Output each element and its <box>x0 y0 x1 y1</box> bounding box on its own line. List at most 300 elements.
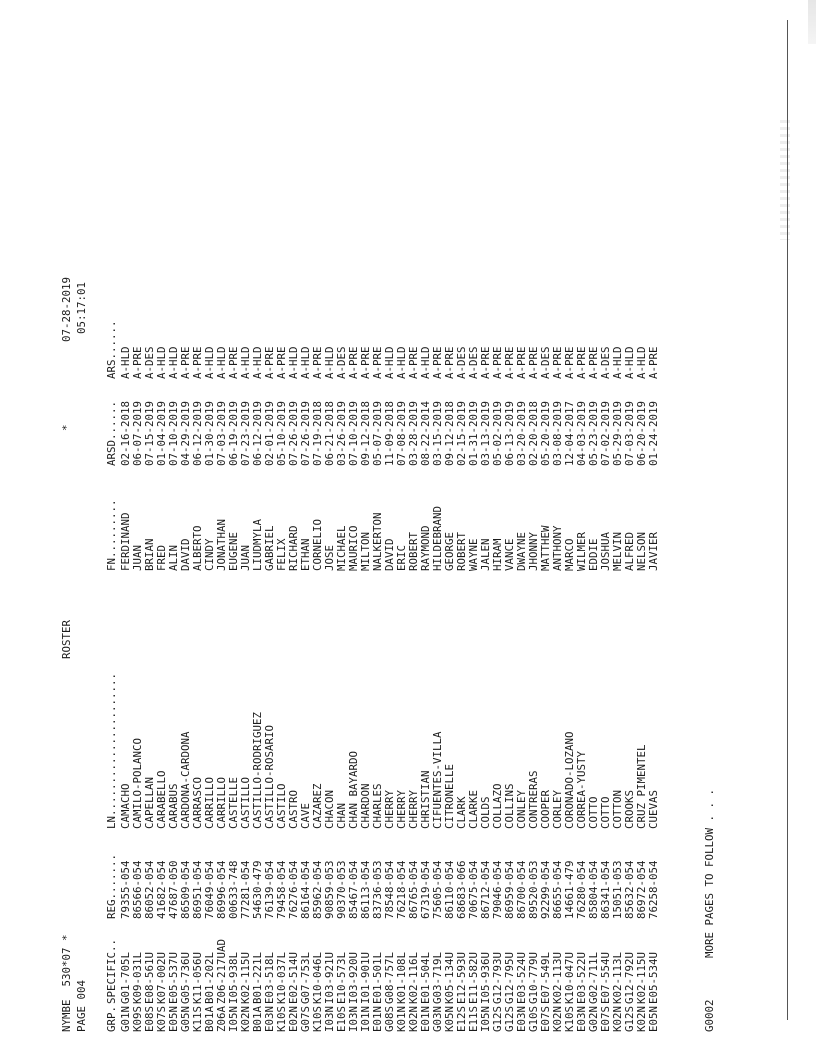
cell-reg: 78548-054 <box>383 860 396 919</box>
table-row <box>648 32 660 1032</box>
cell-grp: I01N <box>359 1005 372 1032</box>
footer-code: G0002 <box>703 999 716 1032</box>
cell-reg: 85804-054 <box>587 860 600 919</box>
cell-arsd: 03-20-2019 <box>515 400 528 466</box>
cell-ars: A-PRE <box>431 346 444 379</box>
cell-fn: FELIX <box>275 538 288 571</box>
cell-reg: 85467-054 <box>347 860 360 919</box>
cell-specific: I01-901U <box>359 951 372 1004</box>
cell-arsd: 06-20-2019 <box>635 400 648 466</box>
cell-reg: 86341-054 <box>599 860 612 919</box>
cell-reg: 86113-054 <box>359 860 372 919</box>
cell-ars: A-PRE <box>191 346 204 379</box>
cell-ln: CITRONELLE <box>443 763 456 829</box>
cell-grp: K10S <box>311 1005 324 1032</box>
cell-arsd: 09-12-2018 <box>359 400 372 466</box>
column-headers <box>106 32 118 1032</box>
cell-reg: 85962-054 <box>311 860 324 919</box>
cell-specific: Z06-217UAD <box>215 938 228 1004</box>
cell-specific: E01-504L <box>419 951 432 1004</box>
cell-arsd: 03-28-2019 <box>407 400 420 466</box>
cell-specific: K11-056U <box>191 951 204 1004</box>
cell-grp: E01N <box>371 1005 384 1032</box>
cell-ars: A-HLD <box>635 346 648 379</box>
cell-specific: E12-593U <box>455 951 468 1004</box>
cell-grp: E12S <box>455 1005 468 1032</box>
cell-ln: CARDONA-CARDONA <box>179 731 192 829</box>
report-title: ROSTER <box>60 619 73 659</box>
cell-ars: A-HLD <box>203 346 216 379</box>
cell-fn: JOSE <box>323 544 336 571</box>
cell-grp: G07S <box>299 1005 312 1032</box>
cell-ars: A-HLD <box>299 346 312 379</box>
cell-grp: G05N <box>179 1005 192 1032</box>
cell-reg: 54630-479 <box>251 860 264 919</box>
cell-reg: 86765-054 <box>407 860 420 919</box>
cell-specific: K02-113U <box>551 951 564 1004</box>
cell-ars: A-HLD <box>395 346 408 379</box>
cell-arsd: 04-29-2019 <box>179 400 192 466</box>
cell-arsd: 08-22-2014 <box>419 400 432 466</box>
cell-ln: CARRASCO <box>191 776 204 829</box>
cell-specific: E03-524U <box>515 951 528 1004</box>
cell-ln: CHAN BAYARDO <box>347 750 360 829</box>
cell-grp: G12S <box>623 1005 636 1032</box>
cell-ln: COLDS <box>479 796 492 829</box>
cell-specific: B01-221L <box>251 951 264 1004</box>
cell-reg: 76258-054 <box>647 860 660 919</box>
cell-fn: JONATHAN <box>215 518 228 571</box>
cell-reg: 79046-054 <box>491 860 504 919</box>
cell-specific: G12-795U <box>503 951 516 1004</box>
cell-reg: 86959-054 <box>503 860 516 919</box>
cell-arsd: 05-07-2019 <box>371 400 384 466</box>
cell-arsd: 02-16-2018 <box>119 400 132 466</box>
cell-fn: GEORGE <box>443 531 456 571</box>
cell-arsd: 05-02-2019 <box>491 400 504 466</box>
cell-ars: A-PRE <box>179 346 192 379</box>
cell-specific: G12-792U <box>623 951 636 1004</box>
cell-ln: CONTRERAS <box>527 770 540 829</box>
cell-reg: 83736-053 <box>371 860 384 919</box>
cell-fn: ALIN <box>167 544 180 571</box>
cell-reg: 86509-054 <box>179 860 192 919</box>
cell-specific: G08-757L <box>383 951 396 1004</box>
report-time: 05:17:01 <box>75 281 88 334</box>
cell-specific: G03-719L <box>431 951 444 1004</box>
cell-arsd: 12-04-2017 <box>563 400 576 466</box>
cell-reg: 77281-054 <box>239 860 252 919</box>
cell-reg: 86655-054 <box>551 860 564 919</box>
cell-specific: E07-554U <box>599 951 612 1004</box>
cell-specific: E05-534U <box>647 951 660 1004</box>
cell-ars: A-HLD <box>239 346 252 379</box>
cell-ln: CORLEY <box>551 789 564 829</box>
cell-ars: A-DES <box>599 346 612 379</box>
cell-reg: 79355-054 <box>119 860 132 919</box>
cell-reg: 90370-053 <box>335 860 348 919</box>
cell-grp: E10S <box>335 1005 348 1032</box>
cell-arsd: 03-08-2019 <box>551 400 564 466</box>
cell-arsd: 07-10-2019 <box>167 400 180 466</box>
cell-grp: K11S <box>191 1005 204 1032</box>
cell-arsd: 07-26-2019 <box>287 400 300 466</box>
cell-ln: COTTON <box>611 789 624 829</box>
cell-reg: 92299-054 <box>539 860 552 919</box>
cell-arsd: 02-15-2019 <box>455 400 468 466</box>
cell-ars: A-HLD <box>215 346 228 379</box>
cell-fn: ETHAN <box>299 538 312 571</box>
cell-ln: CLARKE <box>467 789 480 829</box>
cell-ln: CORREA-YUSTY <box>575 750 588 829</box>
cell-fn: WILMER <box>575 531 588 571</box>
cell-arsd: 07-26-2019 <box>299 400 312 466</box>
cell-specific: E08-561U <box>143 951 156 1004</box>
cell-grp: E01N <box>419 1005 432 1032</box>
cell-arsd: 05-20-2019 <box>539 400 552 466</box>
cell-specific: B01-202L <box>203 951 216 1004</box>
cell-ars: A-PRE <box>551 346 564 379</box>
cell-fn: DWAYNE <box>515 531 528 571</box>
cell-reg: 76276-054 <box>287 860 300 919</box>
cell-grp: E03N <box>575 1005 588 1032</box>
cell-fn: GABRIEL <box>263 525 276 571</box>
col-grp: GRP. <box>105 1005 118 1032</box>
scan-edge-line <box>787 20 788 1020</box>
cell-fn: ERIC <box>395 544 408 571</box>
cell-specific: K02-116L <box>407 951 420 1004</box>
cell-fn: ROBERT <box>455 531 468 571</box>
cell-grp: E05N <box>647 1005 660 1032</box>
roster-page <box>60 32 816 1032</box>
cell-grp: E11S <box>467 1005 480 1032</box>
roster-table <box>120 32 660 1032</box>
cell-specific: I03-921U <box>323 951 336 1004</box>
cell-ars: A-DES <box>455 346 468 379</box>
cell-arsd: 03-26-2019 <box>335 400 348 466</box>
cell-ln: CASTELLE <box>227 776 240 829</box>
cell-ln: CRUZ PIMENTEL <box>635 744 648 829</box>
cell-arsd: 06-12-2019 <box>251 400 264 466</box>
cell-fn: HILDEBRAND <box>431 505 444 571</box>
cell-reg: 76049-054 <box>203 860 216 919</box>
cell-reg: 86164-054 <box>299 860 312 919</box>
cell-ln: COTTO <box>599 796 612 829</box>
cell-fn: MELVIN <box>611 531 624 571</box>
page-number: PAGE 004 <box>75 979 88 1032</box>
cell-arsd: 07-10-2019 <box>347 400 360 466</box>
cell-fn: JUAN <box>239 544 252 571</box>
cell-arsd: 06-13-2019 <box>503 400 516 466</box>
cell-specific: I05-938L <box>227 951 240 1004</box>
cell-reg: 75605-054 <box>431 860 444 919</box>
cell-ars: A-PRE <box>515 346 528 379</box>
cell-ln: COTTO <box>587 796 600 829</box>
cell-ln: CLARK <box>455 796 468 829</box>
cell-grp: B01A <box>203 1005 216 1032</box>
cell-arsd: 06-21-2018 <box>323 400 336 466</box>
cell-arsd: 07-08-2019 <box>395 400 408 466</box>
cell-arsd: 01-31-2019 <box>467 400 480 466</box>
cell-grp: E05N <box>167 1005 180 1032</box>
cell-reg: 67319-054 <box>419 860 432 919</box>
cell-reg: 86110-054 <box>443 860 456 919</box>
cell-ln: CHARLES <box>371 783 384 829</box>
cell-grp: E03N <box>515 1005 528 1032</box>
cell-ars: A-HLD <box>287 346 300 379</box>
cell-grp: K02N <box>239 1005 252 1032</box>
cell-ars: A-HLD <box>623 346 636 379</box>
cell-reg: 86712-054 <box>479 860 492 919</box>
cell-reg: 76218-054 <box>395 860 408 919</box>
cell-arsd: 01-24-2019 <box>647 400 660 466</box>
cell-fn: EDDIE <box>587 538 600 571</box>
cell-fn: NALKERTON <box>371 512 384 571</box>
cell-ln: CAPELLAN <box>143 776 156 829</box>
col-reg: REG....... <box>105 853 118 919</box>
cell-fn: MARCO <box>563 538 576 571</box>
cell-arsd: 05-29-2019 <box>611 400 624 466</box>
cell-ars: A-HLD <box>419 346 432 379</box>
cell-ln: CAVE <box>299 802 312 829</box>
cell-ars: A-PRE <box>587 346 600 379</box>
cell-fn: JAVIER <box>647 531 660 571</box>
report-footer <box>704 32 718 1032</box>
cell-fn: HIRAM <box>491 538 504 571</box>
cell-arsd: 07-03-2019 <box>623 400 636 466</box>
cell-specific: G12-793U <box>491 951 504 1004</box>
cell-arsd: 02-20-2018 <box>527 400 540 466</box>
cell-grp: E02N <box>287 1005 300 1032</box>
cell-ln: CONLEY <box>515 789 528 829</box>
cell-ln: CHARDON <box>359 783 372 829</box>
cell-specific: G07-753L <box>299 951 312 1004</box>
cell-ars: A-PRE <box>563 346 576 379</box>
cell-arsd: 04-03-2019 <box>575 400 588 466</box>
cell-ln: CARABUS <box>167 783 180 829</box>
cell-specific: I03-920U <box>347 951 360 1004</box>
cell-specific: I05-936U <box>479 951 492 1004</box>
cell-ln: CUEVAS <box>647 789 660 829</box>
cell-specific: K02-113L <box>611 951 624 1004</box>
cell-reg: 76139-054 <box>263 860 276 919</box>
cell-fn: VANCE <box>503 538 516 571</box>
cell-specific: G10-779U <box>527 951 540 1004</box>
cell-ars: A-PRE <box>263 346 276 379</box>
cell-ln: CASTILLO <box>239 776 252 829</box>
cell-specific: E11-582U <box>467 951 480 1004</box>
cell-reg: 90859-053 <box>323 860 336 919</box>
cell-ars: A-PRE <box>527 346 540 379</box>
cell-reg: 15051-053 <box>611 860 624 919</box>
cell-arsd: 09-12-2018 <box>443 400 456 466</box>
cell-ln: CARRILLO <box>203 776 216 829</box>
cell-reg: 86996-054 <box>215 860 228 919</box>
cell-grp: K10S <box>563 1005 576 1032</box>
cell-specific: K07-002U <box>155 951 168 1004</box>
cell-specific: E02-514U <box>287 951 300 1004</box>
cell-fn: ALBERTO <box>191 525 204 571</box>
cell-ln: CROOKS <box>623 789 636 829</box>
cell-ln: CASTILLO-ROSARIO <box>263 724 276 829</box>
cell-ln: CHACON <box>323 789 336 829</box>
cell-ln: CAMACHO <box>119 783 132 829</box>
cell-arsd: 02-01-2019 <box>263 400 276 466</box>
cell-specific: E03-522U <box>575 951 588 1004</box>
cell-specific: E10-573L <box>335 951 348 1004</box>
cell-grp: Z06A <box>215 1005 228 1032</box>
col-specific: SPECIFIC.. <box>105 938 118 1004</box>
cell-grp: K02N <box>407 1005 420 1032</box>
report-date: 07-28-2019 <box>60 276 73 342</box>
cell-specific: K10-046L <box>311 951 324 1004</box>
cell-specific: K02-115U <box>635 951 648 1004</box>
cell-ln: CARABELLO <box>155 770 168 829</box>
cell-ln: CIFUENTES-VILLA <box>431 731 444 829</box>
cell-grp: G08S <box>383 1005 396 1032</box>
cell-fn: JALEN <box>479 538 492 571</box>
cell-grp: G02N <box>587 1005 600 1032</box>
cell-grp: E08S <box>143 1005 156 1032</box>
cell-ars: A-DES <box>335 346 348 379</box>
cell-arsd: 07-03-2019 <box>215 400 228 466</box>
cell-fn: ROBERT <box>407 531 420 571</box>
cell-ln: CAMILO-POLANCO <box>131 737 144 829</box>
cell-arsd: 06-07-2019 <box>131 400 144 466</box>
cell-ln: CHERRY <box>395 789 408 829</box>
cell-arsd: 05-10-2019 <box>275 400 288 466</box>
cell-ars: A-DES <box>539 346 552 379</box>
cell-specific: E01-501L <box>371 951 384 1004</box>
cell-ars: A-PRE <box>647 346 660 379</box>
cell-fn: CORNELIO <box>311 518 324 571</box>
cell-ars: A-HLD <box>323 346 336 379</box>
cell-grp: I03N <box>323 1005 336 1032</box>
cell-grp: E03N <box>263 1005 276 1032</box>
cell-ars: A-PRE <box>275 346 288 379</box>
cell-ars: A-PRE <box>371 346 384 379</box>
cell-arsd: 01-30-2019 <box>203 400 216 466</box>
cell-arsd: 03-13-2019 <box>479 400 492 466</box>
cell-reg: 89520-053 <box>527 860 540 919</box>
cell-ln: CASTILO <box>275 783 288 829</box>
cell-fn: JOSHUA <box>599 531 612 571</box>
cell-fn: EUGENE <box>227 531 240 571</box>
cell-fn: NELSON <box>635 531 648 571</box>
cell-ln: CORONADO-LOZANO <box>563 731 576 829</box>
cell-specific: G01-705L <box>119 951 132 1004</box>
cell-ars: A-HLD <box>251 346 264 379</box>
cell-arsd: 07-19-2018 <box>311 400 324 466</box>
cell-fn: ANTHONY <box>551 525 564 571</box>
cell-grp: G12S <box>491 1005 504 1032</box>
col-ars: ARS...... <box>105 320 118 379</box>
cell-reg: 47687-050 <box>167 860 180 919</box>
cell-specific: K05-134U <box>443 951 456 1004</box>
cell-specific: E03-518L <box>263 951 276 1004</box>
cell-ln: COLLINS <box>503 783 516 829</box>
cell-ars: A-HLD <box>155 346 168 379</box>
cell-ars: A-HLD <box>167 346 180 379</box>
cell-grp: G01N <box>119 1005 132 1032</box>
cell-grp: K10S <box>275 1005 288 1032</box>
cell-grp: I03N <box>347 1005 360 1032</box>
col-ln: LN...................... <box>105 672 118 829</box>
cell-fn: MAURICO <box>347 525 360 571</box>
cell-fn: MILTON <box>359 531 372 571</box>
cell-ars: A-PRE <box>491 346 504 379</box>
cell-grp: K07S <box>155 1005 168 1032</box>
cell-ars: A-PRE <box>443 346 456 379</box>
cell-grp: G10S <box>527 1005 540 1032</box>
cell-reg: 70675-054 <box>467 860 480 919</box>
cell-fn: MICHAEL <box>335 525 348 571</box>
cell-specific: K09-031L <box>131 951 144 1004</box>
cell-fn: JHONNY <box>527 531 540 571</box>
date-marker: * <box>60 424 73 431</box>
cell-grp: K05N <box>443 1005 456 1032</box>
cell-ln: COLLAZO <box>491 783 504 829</box>
cell-reg: 85632-054 <box>623 860 636 919</box>
cell-specific: K10-047U <box>563 951 576 1004</box>
cell-fn: DAVID <box>179 538 192 571</box>
cell-fn: RAYMOND <box>419 525 432 571</box>
cell-reg: 14661-479 <box>563 860 576 919</box>
cell-grp: I05N <box>479 1005 492 1032</box>
cell-arsd: 03-15-2019 <box>431 400 444 466</box>
cell-ln: CAZAREZ <box>311 783 324 829</box>
cell-reg: 86566-054 <box>131 860 144 919</box>
cell-grp: K02N <box>551 1005 564 1032</box>
cell-ars: A-PRE <box>131 346 144 379</box>
cell-fn: BRIAN <box>143 538 156 571</box>
cell-ars: A-PRE <box>503 346 516 379</box>
cell-reg: 41682-054 <box>155 860 168 919</box>
footer-note: MORE PAGES TO FOLLOW . . . <box>703 788 716 958</box>
cell-fn: CINDY <box>203 538 216 571</box>
cell-ars: A-PRE <box>311 346 324 379</box>
cell-specific: E05-537U <box>167 951 180 1004</box>
cell-fn: LIUDMYLA <box>251 518 264 571</box>
cell-specific: K10-037L <box>275 951 288 1004</box>
cell-fn: RICHARD <box>287 525 300 571</box>
cell-ln: CASTRO <box>287 789 300 829</box>
cell-ln: CARRILLO <box>215 776 228 829</box>
cell-ars: A-PRE <box>227 346 240 379</box>
cell-arsd: 05-23-2019 <box>587 400 600 466</box>
cell-arsd: 06-19-2019 <box>227 400 240 466</box>
cell-ars: A-PRE <box>359 346 372 379</box>
cell-reg: 68683-066 <box>455 860 468 919</box>
cell-grp: K01N <box>395 1005 408 1032</box>
cell-specific: K02-115U <box>239 951 252 1004</box>
cell-ln: COOPER <box>539 789 552 829</box>
cell-arsd: 11-09-2018 <box>383 400 396 466</box>
cell-arsd: 07-02-2019 <box>599 400 612 466</box>
cell-specific: G05-736U <box>179 951 192 1004</box>
cell-grp: E07S <box>539 1005 552 1032</box>
cell-ars: A-PRE <box>575 346 588 379</box>
cell-ars: A-PRE <box>407 346 420 379</box>
cell-fn: MATTHEW <box>539 525 552 571</box>
cell-reg: 86972-054 <box>635 860 648 919</box>
cell-arsd: 06-12-2019 <box>191 400 204 466</box>
cell-ars: A-DES <box>143 346 156 379</box>
cell-ars: A-HLD <box>119 346 132 379</box>
cell-arsd: 07-15-2019 <box>143 400 156 466</box>
cell-reg: 86951-054 <box>191 860 204 919</box>
cell-ars: A-PRE <box>347 346 360 379</box>
